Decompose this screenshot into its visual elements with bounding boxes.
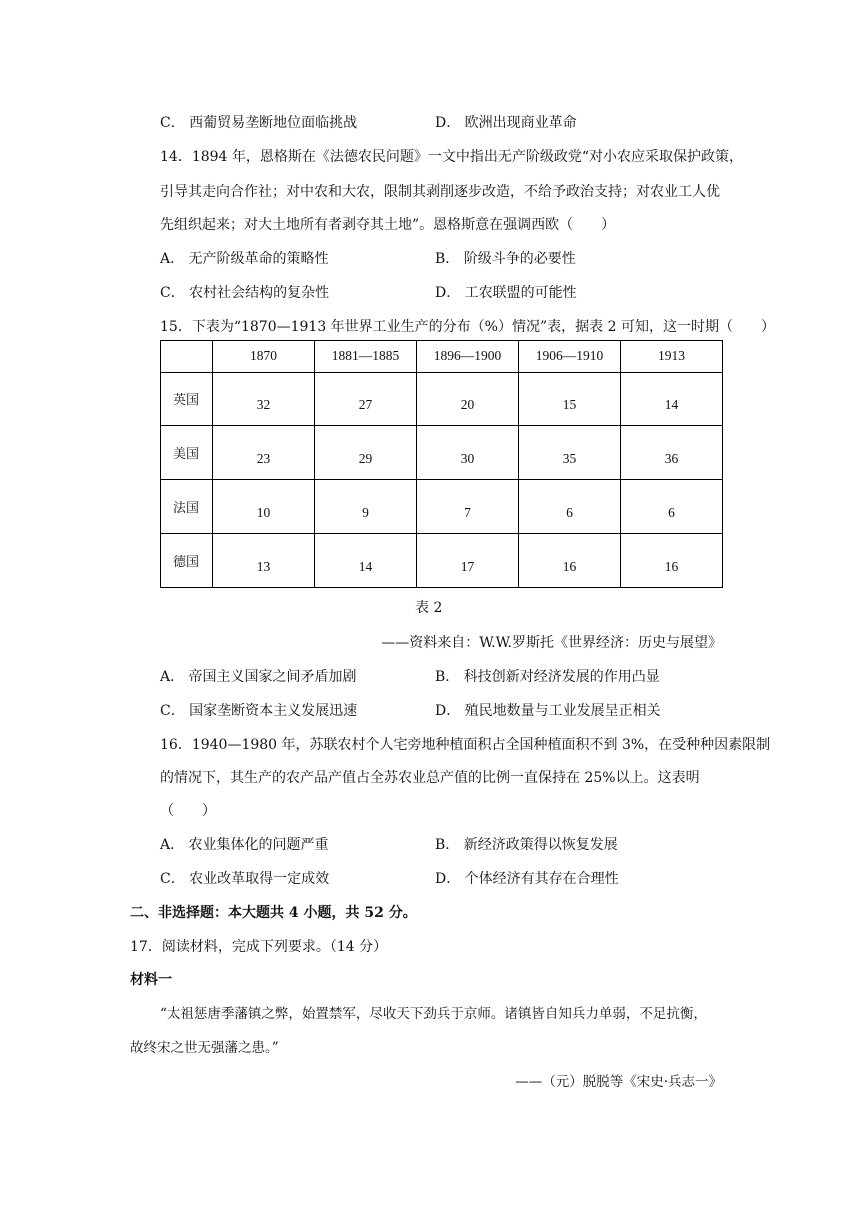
table-row-label: 德国: [161, 534, 213, 588]
q14-option-c: C． 农村社会结构的复杂性: [160, 285, 330, 301]
table-header-cell: 1896—1900: [417, 341, 519, 373]
material-quote-line1: “太祖惩唐季藩镇之弊，始置禁军，尽收天下劲兵于京师。诸镇皆自知兵力单弱，不足抗衡，: [160, 1006, 707, 1022]
table-cell: 6: [519, 480, 621, 534]
table-caption: 表 2: [415, 600, 443, 616]
table-cell: 16: [621, 534, 723, 588]
table-cell: 6: [621, 480, 723, 534]
table-row-label: 英国: [161, 372, 213, 426]
q16-option-c: C． 农业改革取得一定成效: [160, 871, 330, 887]
q16-option-b: B． 新经济政策得以恢复发展: [435, 837, 618, 853]
q16-option-a: A． 农业集体化的问题严重: [160, 837, 329, 853]
q17-stem: 17．阅读材料，完成下列要求。（14 分）: [130, 939, 388, 955]
q15-option-c: C． 国家垄断资本主义发展迅速: [160, 703, 358, 719]
q14-stem-line1: 14．1894 年，恩格斯在《法德农民问题》一文中指出无产阶级政党“对小农应采取保护政策，: [160, 149, 744, 165]
table-cell: 29: [315, 426, 417, 480]
q15-option-d: D． 殖民地数量与工业发展呈正相关: [435, 703, 661, 719]
material-quote-source: ——（元）脱脱等《宋史·兵志一》: [515, 1074, 722, 1090]
table-cell: 10: [213, 480, 315, 534]
q16-option-d: D． 个体经济有其存在合理性: [435, 871, 619, 887]
table-row: [161, 372, 723, 426]
table-row: [161, 480, 723, 534]
q15-option-b: B． 科技创新对经济发展的作用凸显: [435, 669, 660, 685]
q14-stem-line3: 先组织起来；对大土地所有者剥夺其土地”。恩格斯意在强调西欧（ ）: [160, 217, 616, 233]
q16-stem-line2: 的情况下，其生产的农产品产值占全苏农业总产值的比例一直保持在 25%以上。这表明: [160, 770, 700, 786]
material-quote-line2: 故终宋之世无强藩之患。”: [130, 1040, 279, 1056]
section-heading: 二、非选择题：本大题共 4 小题，共 52 分。: [130, 905, 417, 921]
q16-stem-line1: 16．1940—1980 年，苏联农村个人宅旁地种植面积占全国种植面积不到 3%，在受种种因素限制: [160, 737, 771, 753]
table-cell: 13: [213, 534, 315, 588]
table-cell: 9: [315, 480, 417, 534]
table-cell: 15: [519, 372, 621, 426]
table-cell: 36: [621, 426, 723, 480]
table-cell: 16: [519, 534, 621, 588]
table-cell: 27: [315, 372, 417, 426]
table-header-cell: [161, 341, 213, 373]
q14-option-b: B． 阶级斗争的必要性: [435, 251, 576, 267]
table-cell: 14: [621, 372, 723, 426]
table-cell: 7: [417, 480, 519, 534]
table-header-cell: 1906—1910: [519, 341, 621, 373]
table-cell: 17: [417, 534, 519, 588]
table-header-cell: 1870: [213, 341, 315, 373]
q15-option-a: A． 帝国主义国家之间矛盾加剧: [160, 669, 357, 685]
q14-option-d: D． 工农联盟的可能性: [435, 285, 577, 301]
q15-stem: 15．下表为“1870—1913 年世界工业生产的分布（%）情况”表，据表 2 可知，这一时期（ ）: [160, 319, 775, 335]
q14-option-a: A． 无产阶级革命的策略性: [160, 251, 329, 267]
q13-option-c: C． 西葡贸易垄断地位面临挑战: [160, 115, 358, 131]
table-cell: 32: [213, 372, 315, 426]
table-source: ——资料来自：W.W.罗斯托《世界经济：历史与展望》: [381, 635, 722, 651]
material-title: 材料一: [130, 972, 172, 988]
table-row-label: 法国: [161, 480, 213, 534]
industrial-distribution-table: [160, 340, 723, 588]
table-row: [161, 534, 723, 588]
table-cell: 14: [315, 534, 417, 588]
table-row-label: 美国: [161, 426, 213, 480]
table-row: [161, 426, 723, 480]
q13-option-d: D． 欧洲出现商业革命: [435, 115, 577, 131]
table-header-cell: 1881—1885: [315, 341, 417, 373]
table-cell: 23: [213, 426, 315, 480]
table-header-cell: 1913: [621, 341, 723, 373]
table-cell: 35: [519, 426, 621, 480]
q16-stem-line3: （ ）: [160, 803, 216, 819]
table-cell: 20: [417, 372, 519, 426]
table-header-row: [161, 341, 723, 373]
table-cell: 30: [417, 426, 519, 480]
q14-stem-line2: 引导其走向合作社；对中农和大农，限制其剥削逐步改造，不给予政治支持；对农业工人优: [160, 184, 720, 200]
